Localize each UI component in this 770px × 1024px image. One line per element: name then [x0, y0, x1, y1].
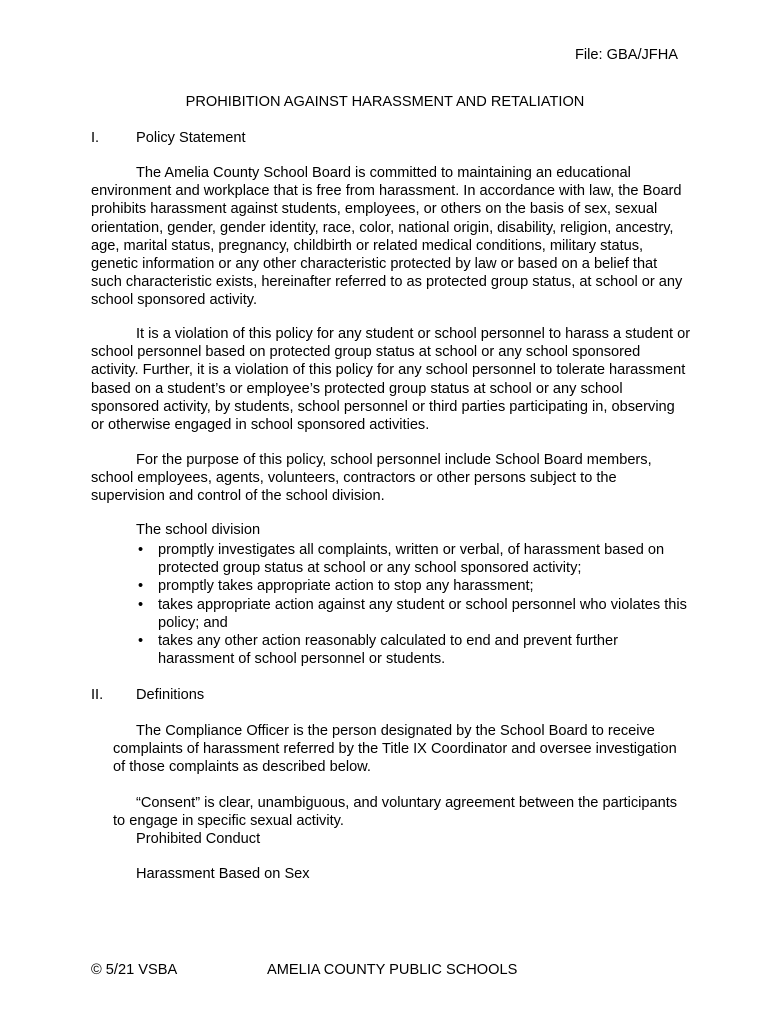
list-item: • takes appropriate action against any student or school personnel who violates this policy; and	[138, 596, 687, 631]
bullet-icon: •	[138, 542, 144, 558]
paragraph-text: The Amelia County School Board is committed to maintaining an educational environment and workplace that is free from harassment. In accordance with law, the Board prohibits harassment against students, employees, or others on the basis of sex, sexual orientation, gender, gender identity, race, color, national origin, disability, religion, ancestry, age, marital status, pregnancy, childbirth or related medical conditions, military status, genetic information or any other characteristic protected by law or based on a belief that such characteristic exists, hereinafter referred to as protected group status, at school or any school sponsored activity.	[91, 165, 683, 309]
list-item: • promptly investigates all complaints, written or verbal, of harassment based on protected group status at school or any school sponsored activity;	[138, 542, 665, 577]
list-intro: The school division	[136, 522, 261, 538]
footer-organization: AMELIA COUNTY PUBLIC SCHOOLS	[267, 962, 518, 978]
definitions-paragraph-1	[113, 722, 688, 777]
document-title: PROHIBITION AGAINST HARASSMENT AND RETALIATION	[185, 94, 585, 110]
subheading-harassment-based-on-sex: Harassment Based on Sex	[136, 866, 310, 882]
responsibilities-list	[136, 541, 696, 668]
policy-paragraph-2	[91, 325, 691, 434]
subheading-prohibited-conduct: Prohibited Conduct	[136, 831, 261, 847]
bullet-icon: •	[138, 633, 144, 650]
definitions-paragraph-2	[113, 794, 688, 830]
policy-paragraph-3	[91, 451, 691, 506]
file-reference: File: GBA/JFHA	[575, 47, 678, 63]
paragraph-text: It is a violation of this policy for any student or school personnel to harass a student or school personnel based on protected group status at school or any school sponsored activity. Further, it is a violation of this policy for any school personnel to tolerate harassment based on a student’s or employee’s protected group status at school or any school sponsored activity, by students, school personnel or third parties participating in, observing or otherwise engaged in school sponsored activities.	[91, 326, 691, 434]
section-number: II.	[91, 687, 104, 703]
paragraph-text: “Consent” is clear, unambiguous, and voluntary agreement between the participants to engage in specific sexual activity.	[113, 795, 678, 830]
paragraph-text: The Compliance Officer is the person designated by the School Board to receive complaints of harassment referred by the Title IX Coordinator and oversee investigation of those complaints as described below.	[113, 723, 677, 776]
section-title: Policy Statement	[136, 130, 246, 146]
list-item: • promptly takes appropriate action to stop any harassment;	[138, 578, 534, 595]
bullet-icon: •	[138, 578, 144, 595]
list-item: • takes any other action reasonably calculated to end and prevent further harassment of school personnel or students.	[138, 633, 618, 668]
footer-copyright: © 5/21 VSBA	[91, 962, 178, 978]
bullet-icon: •	[138, 596, 144, 613]
section-title: Definitions	[136, 687, 205, 703]
policy-paragraph-1	[91, 164, 691, 310]
section-number: I.	[91, 130, 100, 146]
paragraph-text: For the purpose of this policy, school personnel include School Board members, school employees, agents, volunteers, contractors or other persons subject to the supervision and control of the school division.	[91, 452, 652, 505]
